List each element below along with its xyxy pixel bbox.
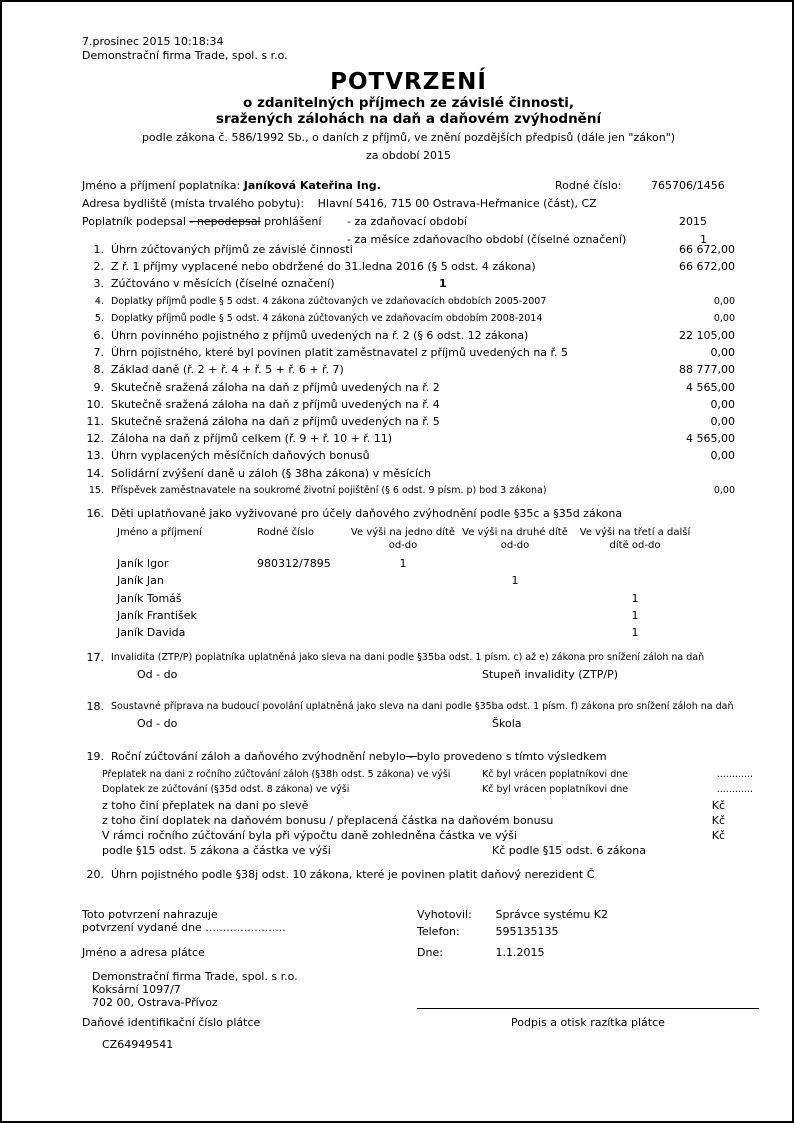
child-birth-number <box>257 572 347 589</box>
child-row <box>117 555 735 572</box>
print-datetime: 7.prosinec 2015 10:18:34 <box>82 35 224 48</box>
col-header-first-child <box>347 526 459 552</box>
line-number: 18. <box>86 699 104 713</box>
invalidity-section-heading <box>82 649 735 666</box>
line-number: 8. <box>93 363 104 377</box>
children-table <box>117 526 735 641</box>
from-to-label: Od - do <box>137 668 178 682</box>
taxpayer-block <box>82 177 735 246</box>
settlement-row-text: Přeplatek na dani z ročního zúčtování záloh (§38h odst. 5 zákona) ve výši <box>102 769 451 781</box>
line-text: Solidární zvýšení daně u záloh (§ 38ha zákona) v měsících <box>111 466 432 480</box>
declaration-months-label: - za měsíce zdaňovacího období (číselné označení) <box>347 233 627 246</box>
line-text: Zúčtováno v měsících (číselné označení) <box>111 277 335 291</box>
line-value: 0,00 <box>710 449 735 463</box>
form-line <box>82 344 735 361</box>
line-text: Z ř. 1 příjmy vyplacené nebo obdržené do 31.ledna 2016 (§ 5 odst. 4 zákona) <box>111 260 536 274</box>
child-first-flag <box>347 607 459 624</box>
line-text: Příspěvek zaměstnavatele na soukromé životní pojištění (§ 6 odst. 9 písm. p) bod 3 zákona) <box>111 484 547 496</box>
child-third-flag: 1 <box>631 626 639 640</box>
line-value: 88 777,00 <box>679 363 735 377</box>
col-header-third-child <box>571 526 699 552</box>
line-number: 11. <box>86 415 104 429</box>
line-text: Doplatky příjmů podle § 5 odst. 4 zákona zúčtovaných ve zdaňovacím obdobím 2008-2014 <box>111 312 543 324</box>
line-text: Skutečně sražená záloha na daň z příjmů uvedených na ř. 2 <box>111 380 440 394</box>
taxpayer-address-row <box>82 195 735 213</box>
settlement-row <box>82 782 753 797</box>
dotted-line: ............ <box>716 769 753 781</box>
settlement-rows <box>82 767 753 858</box>
line-text: Skutečně sražená záloha na daň z příjmů uvedených na ř. 4 <box>111 397 440 411</box>
declaration-period-label: - za zdaňovací období <box>347 215 467 228</box>
settlement-right-label: Kč byl vrácen poplatníkovi dne <box>482 769 629 781</box>
settlement-row <box>82 798 735 813</box>
child-birth-number <box>257 607 347 624</box>
from-to-label: Od - do <box>137 716 178 730</box>
declaration-struck: - nepodepsal <box>189 215 261 228</box>
settlement-row-text: V rámci ročního zúčtování byla při výpočtu daně zohledněna částka ve výši <box>102 829 517 842</box>
settlement-row-right <box>482 767 753 782</box>
study-subrow <box>82 715 735 732</box>
settlement-row-mid: Kč podle §15 odst. 6 zákona <box>492 844 646 858</box>
line-number: 1. <box>93 243 104 256</box>
payer-heading: Jméno a adresa plátce <box>82 945 205 959</box>
col-header-child-name: Jméno a příjmení <box>117 527 202 539</box>
phone-row <box>417 925 559 939</box>
line-text: Invalidita (ZTP/P) poplatníka uplatněná jako sleva na dani podle §35ba odst. 1 písm. c) až e) zákona pro snížení záloh na daň <box>111 652 705 664</box>
line-value: 66 672,00 <box>679 260 735 274</box>
company-header: Demonstrační firma Trade, spol. s r.o. <box>82 49 288 62</box>
line-value: 0,00 <box>713 295 735 307</box>
document-subtitle-1: o zdanitelných příjmech ze závislé činnosti, <box>243 95 574 111</box>
child-second-flag <box>459 555 571 572</box>
child-row <box>117 624 735 641</box>
child-row <box>117 590 735 607</box>
phone-value: 595135135 <box>495 924 559 938</box>
line-value: 4 565,00 <box>686 380 735 394</box>
settlement-row-text: Doplatek ze zúčtování (§35d odst. 8 zákona) ve výši <box>102 784 350 796</box>
line-number: 7. <box>93 346 104 360</box>
child-third-flag <box>571 572 699 589</box>
tax-id-label: Daňové identifikační číslo plátce <box>82 1015 261 1029</box>
declaration-months-value: 1 <box>700 233 707 246</box>
line-text: Úhrn povinného pojistného z příjmů uvedených na ř. 2 (§ 6 odst. 12 zákona) <box>111 329 529 343</box>
col-header-line: Ve výši na třetí a další <box>579 527 691 539</box>
children-table-header <box>117 526 735 552</box>
numbered-lines <box>82 241 735 499</box>
line-text: Děti uplatňované jako vyživované pro účely daňového zvýhodnění podle §35c a §35d zákona <box>111 507 623 521</box>
settlement-row-right <box>482 782 753 797</box>
settlement-row-text: z toho činí doplatek na daňovém bonusu / přeplacená částka na daňovém bonusu <box>102 813 554 827</box>
line-value: 0,00 <box>710 397 735 411</box>
child-first-flag <box>347 624 459 641</box>
child-second-flag <box>459 624 571 641</box>
footer <box>82 908 735 1103</box>
line-value: 22 105,00 <box>679 329 735 343</box>
settlement-section <box>82 748 753 858</box>
line-text: Doplatky příjmů podle § 5 odst. 4 zákona zúčtovaných ve zdaňovacích obdobích 2005-2007 <box>111 295 547 307</box>
declaration-row <box>82 213 735 231</box>
tax-id-value: CZ64949541 <box>102 1037 174 1051</box>
payer-city: 702 00, Ostrava-Přívoz <box>92 995 218 1009</box>
settlement-row <box>82 828 735 843</box>
invalidity-subrow <box>82 666 735 683</box>
law-reference: podle zákona č. 586/1992 Sb., o daních z příjmů, ve znění pozdějších předpisů (dále jen "zákon") <box>141 131 676 144</box>
line-text: Záloha na daň z příjmů celkem (ř. 9 + ř. 10 + ř. 11) <box>111 432 393 446</box>
line-text <box>111 748 735 765</box>
currency-label: Kč <box>711 829 725 842</box>
line-text: Základ daně (ř. 2 + ř. 4 + ř. 5 + ř. 6 + ř. 7) <box>111 363 344 377</box>
date-label: Dne: <box>417 945 443 959</box>
taxpayer-name: Janíková Kateřina Ing. <box>243 179 381 192</box>
prepared-by-label: Vyhotovil: <box>417 907 472 921</box>
child-first-flag: 1 <box>399 557 407 571</box>
child-birth-number: 980312/7895 <box>257 557 331 571</box>
taxpayer-name-label: Jméno a příjmení poplatníka: <box>82 179 241 192</box>
line-number: 14. <box>86 466 104 480</box>
currency-label: Kč <box>711 798 725 812</box>
line-number: 15. <box>88 484 104 496</box>
child-row <box>117 607 735 624</box>
child-third-flag: 1 <box>631 608 639 622</box>
prepared-by-row <box>417 908 608 922</box>
line-number: 4. <box>94 295 104 307</box>
line-number: 10. <box>86 397 104 411</box>
document-title: POTVRZENÍ <box>330 69 487 95</box>
children-table-body <box>117 555 735 641</box>
line-number: 20. <box>86 868 104 882</box>
child-birth-number <box>257 590 347 607</box>
child-first-flag <box>347 572 459 589</box>
settlement-struck: - <box>405 750 417 764</box>
form-line <box>82 310 735 327</box>
line-mid-value: 1 <box>439 277 447 291</box>
settlement-row <box>82 767 753 782</box>
payer-name: Demonstrační firma Trade, spol. s r.o. <box>92 969 298 983</box>
declaration-pre: Poplatník podepsal <box>82 215 190 228</box>
form-line <box>82 465 735 482</box>
child-second-flag <box>459 607 571 624</box>
settlement-pre: Roční zúčtování záloh a daňového zvýhodnění nebylo <box>111 750 406 764</box>
col-header-line: od-do <box>388 540 418 552</box>
col-header-second-child <box>459 526 571 552</box>
child-third-flag: 1 <box>631 591 639 605</box>
child-second-flag: 1 <box>511 574 519 588</box>
child-name: Janík Igor <box>117 557 169 571</box>
settlement-row-text: z toho činí přeplatek na dani po slevě <box>102 798 309 812</box>
replacement-note-line2: potvrzení vydané dne ....................... <box>82 920 286 934</box>
settlement-row <box>82 813 735 828</box>
col-header-line: dítě od-do <box>609 540 661 552</box>
form-line <box>82 447 735 464</box>
phone-label: Telefon: <box>417 924 460 938</box>
signature-line <box>417 1008 759 1009</box>
col-header-line: Ve výši na druhé dítě <box>462 527 568 539</box>
line-number: 2. <box>93 260 104 274</box>
line-20 <box>82 866 735 883</box>
settlement-row-text: podle §15 odst. 5 zákona a částka ve výši <box>102 844 331 858</box>
settlement-post: bylo provedeno s tímto výsledkem <box>416 750 607 764</box>
child-third-flag <box>571 555 699 572</box>
col-header-line: Ve výši na jedno dítě <box>350 527 456 539</box>
line-value: 0,00 <box>710 346 735 360</box>
line-number: 19. <box>86 750 104 764</box>
line-number: 17. <box>86 651 104 665</box>
currency-label: Kč <box>711 813 725 827</box>
line-value: 66 672,00 <box>679 243 735 256</box>
form-line <box>82 258 735 275</box>
form-line <box>82 396 735 413</box>
date-value: 1.1.2015 <box>495 945 545 959</box>
line-text: Úhrn pojistného podle §38j odst. 10 zákona, které je povinen platit daňový nerezident Č <box>111 868 595 882</box>
child-first-flag <box>347 590 459 607</box>
birth-number-value: 765706/1456 <box>651 179 725 192</box>
payer-street: Koksární 1097/7 <box>92 982 181 996</box>
col-header-birth-number: Rodné číslo <box>257 527 315 539</box>
settlement-right-label: Kč byl vrácen poplatníkovi dne <box>482 784 629 796</box>
signature-label: Podpis a otisk razítka plátce <box>511 1015 665 1029</box>
line-text: Skutečně sražená záloha na daň z příjmů uvedených na ř. 5 <box>111 415 440 429</box>
col-header-line: od-do <box>500 540 530 552</box>
child-name: Janík František <box>117 608 197 622</box>
dotted-line: ............ <box>716 784 753 796</box>
line-number: 13. <box>86 449 104 463</box>
prepared-by-value: Správce systému K2 <box>495 907 608 921</box>
child-name: Janík Jan <box>117 574 164 588</box>
form-line <box>82 293 735 310</box>
taxpayer-name-row <box>82 177 735 195</box>
line-number: 6. <box>93 329 104 343</box>
line-number: 3. <box>93 277 104 291</box>
school-label: Škola <box>492 716 522 730</box>
declaration-period-value: 2015 <box>679 215 707 228</box>
line-text: Úhrn vyplacených měsíčních daňových bonusů <box>111 449 370 463</box>
invalidity-degree-label: Stupeň invalidity (ZTP/P) <box>482 668 619 682</box>
form-line <box>82 413 735 430</box>
study-section-heading <box>82 698 735 715</box>
form-line <box>82 327 735 344</box>
children-section-heading <box>82 505 735 522</box>
form-line <box>82 241 735 258</box>
line-value: 4 565,00 <box>686 432 735 446</box>
settlement-heading <box>82 748 735 765</box>
line-text: Úhrn pojistného, které byl povinen platit zaměstnavatel z příjmů uvedených na ř. 5 <box>111 346 569 360</box>
line-value: 0,00 <box>713 312 735 324</box>
replacement-note-line1: Toto potvrzení nahrazuje <box>82 907 218 921</box>
document-subtitle-2: sražených zálohách na daň a daňovém zvýhodnění <box>215 111 602 127</box>
form-line <box>82 482 735 499</box>
child-name: Janík Davida <box>117 626 186 640</box>
line-number: 9. <box>93 380 104 394</box>
line-number: 16. <box>86 507 104 521</box>
child-name: Janík Tomáš <box>117 591 182 605</box>
child-birth-number <box>257 624 347 641</box>
form-line <box>82 430 735 447</box>
form-line <box>82 361 735 378</box>
line-value: 0,00 <box>713 484 735 496</box>
line-number: 5. <box>94 312 104 324</box>
line-number: 12. <box>86 432 104 446</box>
form-line <box>82 379 735 396</box>
child-row <box>117 572 735 589</box>
address-value: Hlavní 5416, 715 00 Ostrava-Heřmanice (část), CZ <box>317 197 597 210</box>
form-line <box>82 275 735 292</box>
tax-period: za období 2015 <box>366 149 451 162</box>
declaration-post: prohlášení <box>260 215 322 228</box>
birth-number-label: Rodné číslo: <box>555 179 622 192</box>
line-text: Úhrn zúčtovaných příjmů ze závislé činnosti <box>111 243 353 256</box>
child-second-flag <box>459 590 571 607</box>
date-row <box>417 946 544 960</box>
line-text: Soustavné příprava na budoucí povolání uplatněná jako sleva na dani podle §35ba odst. 1 písm. f) zákona pro snížení záloh na daň <box>111 700 734 712</box>
address-label: Adresa bydliště (místa trvalého pobytu): <box>82 197 305 210</box>
settlement-row <box>82 843 735 858</box>
line-value: 0,00 <box>710 415 735 429</box>
